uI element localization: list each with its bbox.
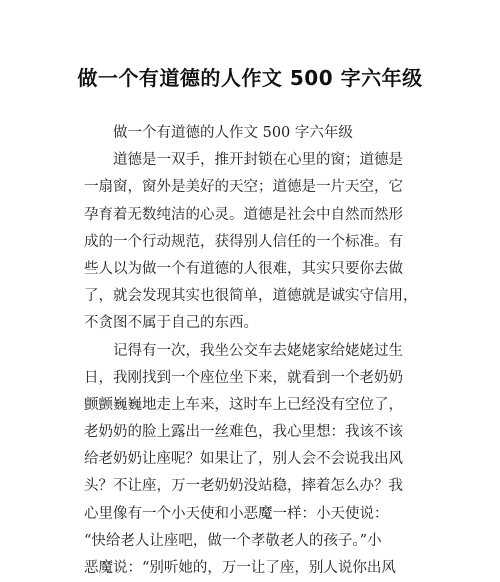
paragraph-2-line-7: 心里像有一个小天使和小恶魔一样：小天使说：: [84, 505, 389, 522]
paragraph-1-line-1: 道德是一双手，推开封锁在心里的窗；道德是: [113, 152, 403, 169]
paragraph-2-line-5: 给老奶奶让座呢？如果让了，别人会不会说我出风: [84, 451, 403, 468]
paragraph-1-line-5: 些人以为做一个有道德的人很难，其实只要你去做: [84, 260, 403, 277]
document-title: 做一个有道德的人作文 500 字六年级: [77, 66, 423, 90]
paragraph-1-line-4: 成的一个行动规范，获得别人信任的一个标准。有: [84, 233, 403, 250]
paragraph-2-line-8: “快给老人让座吧，做一个孝敬老人的孩子。”小: [84, 532, 382, 549]
paragraph-1-line-2: 一扇窗，窗外是美好的天空；道德是一片天空，它: [84, 179, 403, 196]
essay-subtitle-line: 做一个有道德的人作文 500 字六年级: [113, 125, 353, 141]
essay-body: [84, 120, 424, 582]
paragraph-1-line-7: 不贪图不属于自己的东西。: [84, 315, 258, 332]
paragraph-2-line-6: 头？不让座，万一老奶奶没站稳，摔着怎么办？我: [84, 478, 403, 495]
paragraph-2-line-2: 日，我刚找到一个座位坐下来，就看到一个老奶奶: [84, 369, 403, 386]
paragraph-2-line-1: 记得有一次，我坐公交车去姥姥家给姥姥过生: [113, 342, 403, 359]
paragraph-2-line-3: 颤颤巍巍地走上车来，这时车上已经没有空位了，: [84, 396, 403, 413]
paragraph-2-line-9: 恶魔说：“别听她的，万一让了座，别人说你出风: [84, 560, 396, 576]
paragraph-1-line-6: 了，就会发现其实也很简单，道德就是诚实守信用，: [84, 288, 418, 305]
paragraph-1-line-3: 孕育着无数纯洁的心灵。道德是社会中自然而然形: [84, 206, 403, 223]
paragraph-2-line-4: 老奶奶的脸上露出一丝难色，我心里想：我该不该: [84, 424, 403, 441]
